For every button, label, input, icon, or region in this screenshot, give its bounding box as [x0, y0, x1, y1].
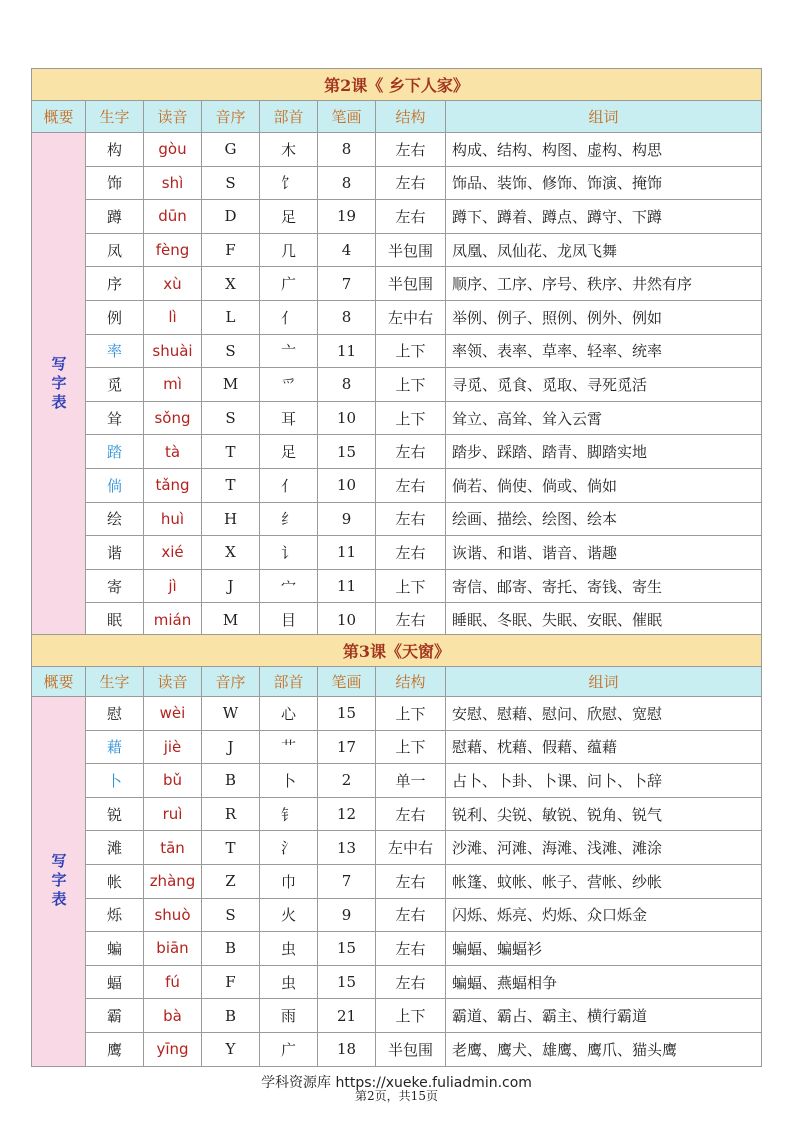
- pinyin-cell: tà: [144, 435, 202, 469]
- radical-cell: 目: [260, 603, 318, 637]
- pinyin-cell: xù: [144, 267, 202, 301]
- table-row: [32, 764, 762, 798]
- pinyin-cell: fú: [144, 965, 202, 999]
- stroke-count-cell: 9: [318, 898, 376, 932]
- stroke-count-cell: 15: [318, 435, 376, 469]
- table-row: [32, 831, 762, 865]
- pinyin-cell: tān: [144, 831, 202, 865]
- stroke-count-cell: 8: [318, 300, 376, 334]
- radical-cell: 耳: [260, 401, 318, 435]
- column-header: 笔画: [318, 101, 376, 133]
- initial-cell: W: [202, 697, 260, 731]
- structure-cell: 上下: [376, 697, 446, 731]
- table-row: [32, 468, 762, 502]
- pinyin-cell: fèng: [144, 233, 202, 267]
- column-header: 音序: [202, 101, 260, 133]
- initial-cell: R: [202, 797, 260, 831]
- structure-cell: 半包围: [376, 267, 446, 301]
- word-group-cell: 慰藉、枕藉、假藉、蕴藉: [446, 730, 762, 764]
- column-header: 笔画: [318, 667, 376, 697]
- word-group-cell: 诙谐、和谐、谐音、谐趣: [446, 536, 762, 570]
- table-row: [32, 133, 762, 167]
- column-header: 读音: [144, 101, 202, 133]
- structure-cell: 上下: [376, 999, 446, 1033]
- character-cell: 卜: [86, 764, 144, 798]
- pinyin-cell: shuài: [144, 334, 202, 368]
- radical-cell: 心: [260, 697, 318, 731]
- radical-cell: 宀: [260, 569, 318, 603]
- structure-cell: 左右: [376, 797, 446, 831]
- character-cell: 凤: [86, 233, 144, 267]
- pinyin-cell: bǔ: [144, 764, 202, 798]
- pinyin-cell: ruì: [144, 797, 202, 831]
- structure-cell: 上下: [376, 730, 446, 764]
- stroke-count-cell: 11: [318, 569, 376, 603]
- stroke-count-cell: 10: [318, 468, 376, 502]
- structure-cell: 左右: [376, 864, 446, 898]
- column-header: 概要: [32, 101, 86, 133]
- table-row: [32, 797, 762, 831]
- pinyin-cell: wèi: [144, 697, 202, 731]
- radical-cell: 钅: [260, 797, 318, 831]
- structure-cell: 上下: [376, 569, 446, 603]
- column-header: 生字: [86, 667, 144, 697]
- column-header: 部首: [260, 101, 318, 133]
- column-header: 生字: [86, 101, 144, 133]
- structure-cell: 左右: [376, 965, 446, 999]
- table-row: [32, 502, 762, 536]
- stroke-count-cell: 19: [318, 200, 376, 234]
- radical-cell: 爫: [260, 368, 318, 402]
- initial-cell: L: [202, 300, 260, 334]
- stroke-count-cell: 8: [318, 368, 376, 402]
- radical-cell: 氵: [260, 831, 318, 865]
- radical-cell: 虫: [260, 965, 318, 999]
- initial-cell: F: [202, 233, 260, 267]
- initial-cell: X: [202, 536, 260, 570]
- pinyin-cell: bà: [144, 999, 202, 1033]
- structure-cell: 上下: [376, 401, 446, 435]
- initial-cell: X: [202, 267, 260, 301]
- word-group-cell: 蹲下、蹲着、蹲点、蹲守、下蹲: [446, 200, 762, 234]
- column-header: 部首: [260, 667, 318, 697]
- word-group-cell: 顺序、工序、序号、秩序、井然有序: [446, 267, 762, 301]
- character-cell: 倘: [86, 468, 144, 502]
- word-group-cell: 倘若、倘使、倘或、倘如: [446, 468, 762, 502]
- structure-cell: 半包围: [376, 1032, 446, 1066]
- word-group-cell: 率领、表率、草率、轻率、统率: [446, 334, 762, 368]
- character-cell: 藉: [86, 730, 144, 764]
- table-row: [32, 368, 762, 402]
- word-group-cell: 耸立、高耸、耸入云霄: [446, 401, 762, 435]
- table-row: [32, 233, 762, 267]
- word-group-cell: 锐利、尖锐、敏锐、锐角、锐气: [446, 797, 762, 831]
- initial-cell: Y: [202, 1032, 260, 1066]
- radical-cell: 亻: [260, 300, 318, 334]
- stroke-count-cell: 15: [318, 697, 376, 731]
- lesson2-title: 第2课《 乡下人家》: [32, 69, 762, 101]
- word-group-cell: 老鹰、鹰犬、雄鹰、鹰爪、猫头鹰: [446, 1032, 762, 1066]
- word-group-cell: 凤凰、凤仙花、龙凤飞舞: [446, 233, 762, 267]
- table-row: [32, 300, 762, 334]
- word-group-cell: 帐篷、蚊帐、帐子、营帐、纱帐: [446, 864, 762, 898]
- structure-cell: 上下: [376, 334, 446, 368]
- initial-cell: T: [202, 468, 260, 502]
- word-group-cell: 蝙蝠、燕蝠相争: [446, 965, 762, 999]
- structure-cell: 左右: [376, 536, 446, 570]
- stroke-count-cell: 8: [318, 133, 376, 167]
- pinyin-cell: biān: [144, 932, 202, 966]
- structure-cell: 上下: [376, 368, 446, 402]
- structure-cell: 左中右: [376, 300, 446, 334]
- radical-cell: 足: [260, 200, 318, 234]
- structure-cell: 左右: [376, 932, 446, 966]
- character-cell: 序: [86, 267, 144, 301]
- table-row: [32, 569, 762, 603]
- initial-cell: B: [202, 999, 260, 1033]
- side-label: 写字表: [32, 133, 86, 637]
- character-cell: 饰: [86, 166, 144, 200]
- radical-cell: 艹: [260, 730, 318, 764]
- footer-watermark: 学科资源库 https://xueke.fuliadmin.com: [261, 1075, 532, 1091]
- character-cell: 例: [86, 300, 144, 334]
- radical-cell: 雨: [260, 999, 318, 1033]
- word-group-cell: 沙滩、河滩、海滩、浅滩、滩涂: [446, 831, 762, 865]
- structure-cell: 左右: [376, 603, 446, 637]
- initial-cell: S: [202, 898, 260, 932]
- character-cell: 构: [86, 133, 144, 167]
- column-header: 结构: [376, 667, 446, 697]
- initial-cell: F: [202, 965, 260, 999]
- side-label: 写字表: [32, 697, 86, 1067]
- column-header: 音序: [202, 667, 260, 697]
- column-header: 读音: [144, 667, 202, 697]
- character-cell: 帐: [86, 864, 144, 898]
- character-cell: 寄: [86, 569, 144, 603]
- pinyin-cell: gòu: [144, 133, 202, 167]
- character-cell: 鹰: [86, 1032, 144, 1066]
- table-row: [32, 697, 762, 731]
- initial-cell: T: [202, 435, 260, 469]
- structure-cell: 左右: [376, 133, 446, 167]
- table-row: [32, 603, 762, 637]
- radical-cell: 巾: [260, 864, 318, 898]
- pinyin-cell: dūn: [144, 200, 202, 234]
- pinyin-cell: mì: [144, 368, 202, 402]
- stroke-count-cell: 21: [318, 999, 376, 1033]
- initial-cell: J: [202, 730, 260, 764]
- pinyin-cell: shì: [144, 166, 202, 200]
- lesson3-table: [31, 634, 762, 1067]
- initial-cell: M: [202, 603, 260, 637]
- initial-cell: S: [202, 166, 260, 200]
- word-group-cell: 霸道、霸占、霸主、横行霸道: [446, 999, 762, 1033]
- character-cell: 率: [86, 334, 144, 368]
- radical-cell: 虫: [260, 932, 318, 966]
- word-group-cell: 占卜、卜卦、卜课、问卜、卜辞: [446, 764, 762, 798]
- table-row: [32, 965, 762, 999]
- stroke-count-cell: 17: [318, 730, 376, 764]
- word-group-cell: 踏步、踩踏、踏青、脚踏实地: [446, 435, 762, 469]
- table-row: [32, 401, 762, 435]
- stroke-count-cell: 8: [318, 166, 376, 200]
- stroke-count-cell: 9: [318, 502, 376, 536]
- word-group-cell: 寻觅、觅食、觅取、寻死觅活: [446, 368, 762, 402]
- stroke-count-cell: 10: [318, 401, 376, 435]
- table-row: [32, 999, 762, 1033]
- initial-cell: G: [202, 133, 260, 167]
- structure-cell: 单一: [376, 764, 446, 798]
- radical-cell: 卜: [260, 764, 318, 798]
- character-cell: 绘: [86, 502, 144, 536]
- character-cell: 霸: [86, 999, 144, 1033]
- pinyin-cell: jì: [144, 569, 202, 603]
- column-header: 组词: [446, 101, 762, 133]
- initial-cell: H: [202, 502, 260, 536]
- table-row: [32, 435, 762, 469]
- pinyin-cell: tǎng: [144, 468, 202, 502]
- page-number: 第2页，共15页: [355, 1089, 438, 1103]
- column-header: 结构: [376, 101, 446, 133]
- structure-cell: 半包围: [376, 233, 446, 267]
- initial-cell: S: [202, 401, 260, 435]
- stroke-count-cell: 7: [318, 864, 376, 898]
- radical-cell: 火: [260, 898, 318, 932]
- pinyin-cell: sǒng: [144, 401, 202, 435]
- lesson3-title: 第3课《天窗》: [32, 635, 762, 667]
- word-group-cell: 睡眠、冬眠、失眠、安眠、催眠: [446, 603, 762, 637]
- pinyin-cell: lì: [144, 300, 202, 334]
- stroke-count-cell: 7: [318, 267, 376, 301]
- structure-cell: 左右: [376, 502, 446, 536]
- table-row: [32, 267, 762, 301]
- stroke-count-cell: 2: [318, 764, 376, 798]
- radical-cell: 几: [260, 233, 318, 267]
- initial-cell: B: [202, 932, 260, 966]
- character-cell: 滩: [86, 831, 144, 865]
- character-cell: 锐: [86, 797, 144, 831]
- character-cell: 慰: [86, 697, 144, 731]
- radical-cell: 木: [260, 133, 318, 167]
- pinyin-cell: shuò: [144, 898, 202, 932]
- initial-cell: M: [202, 368, 260, 402]
- radical-cell: 广: [260, 267, 318, 301]
- pinyin-cell: huì: [144, 502, 202, 536]
- radical-cell: 饣: [260, 166, 318, 200]
- structure-cell: 左中右: [376, 831, 446, 865]
- lesson2-table: [31, 68, 762, 637]
- character-cell: 觅: [86, 368, 144, 402]
- pinyin-cell: jiè: [144, 730, 202, 764]
- radical-cell: 亠: [260, 334, 318, 368]
- stroke-count-cell: 10: [318, 603, 376, 637]
- word-group-cell: 寄信、邮寄、寄托、寄钱、寄生: [446, 569, 762, 603]
- radical-cell: 纟: [260, 502, 318, 536]
- column-header: 概要: [32, 667, 86, 697]
- initial-cell: B: [202, 764, 260, 798]
- table-row: [32, 200, 762, 234]
- structure-cell: 左右: [376, 435, 446, 469]
- table-row: [32, 932, 762, 966]
- word-group-cell: 闪烁、烁亮、灼烁、众口烁金: [446, 898, 762, 932]
- column-header: 组词: [446, 667, 762, 697]
- character-cell: 谐: [86, 536, 144, 570]
- initial-cell: S: [202, 334, 260, 368]
- pinyin-cell: mián: [144, 603, 202, 637]
- initial-cell: Z: [202, 864, 260, 898]
- radical-cell: 广: [260, 1032, 318, 1066]
- word-group-cell: 饰品、装饰、修饰、饰演、掩饰: [446, 166, 762, 200]
- word-group-cell: 构成、结构、构图、虚构、构思: [446, 133, 762, 167]
- initial-cell: J: [202, 569, 260, 603]
- structure-cell: 左右: [376, 166, 446, 200]
- table-row: [32, 334, 762, 368]
- stroke-count-cell: 11: [318, 536, 376, 570]
- word-group-cell: 蝙蝠、蝙蝠衫: [446, 932, 762, 966]
- table-row: [32, 898, 762, 932]
- character-cell: 蹲: [86, 200, 144, 234]
- structure-cell: 左右: [376, 898, 446, 932]
- table-row: [32, 536, 762, 570]
- word-group-cell: 安慰、慰藉、慰问、欣慰、宽慰: [446, 697, 762, 731]
- table-row: [32, 166, 762, 200]
- character-cell: 耸: [86, 401, 144, 435]
- character-cell: 蝠: [86, 965, 144, 999]
- table-row: [32, 730, 762, 764]
- character-cell: 烁: [86, 898, 144, 932]
- character-cell: 踏: [86, 435, 144, 469]
- table-row: [32, 1032, 762, 1066]
- structure-cell: 左右: [376, 468, 446, 502]
- pinyin-cell: xié: [144, 536, 202, 570]
- stroke-count-cell: 4: [318, 233, 376, 267]
- stroke-count-cell: 15: [318, 965, 376, 999]
- pinyin-cell: yīng: [144, 1032, 202, 1066]
- character-cell: 眠: [86, 603, 144, 637]
- stroke-count-cell: 13: [318, 831, 376, 865]
- radical-cell: 亻: [260, 468, 318, 502]
- word-group-cell: 绘画、描绘、绘图、绘本: [446, 502, 762, 536]
- radical-cell: 讠: [260, 536, 318, 570]
- word-group-cell: 举例、例子、照例、例外、例如: [446, 300, 762, 334]
- stroke-count-cell: 12: [318, 797, 376, 831]
- character-cell: 蝙: [86, 932, 144, 966]
- pinyin-cell: zhàng: [144, 864, 202, 898]
- table-row: [32, 864, 762, 898]
- stroke-count-cell: 15: [318, 932, 376, 966]
- stroke-count-cell: 18: [318, 1032, 376, 1066]
- stroke-count-cell: 11: [318, 334, 376, 368]
- radical-cell: 足: [260, 435, 318, 469]
- structure-cell: 左右: [376, 200, 446, 234]
- initial-cell: D: [202, 200, 260, 234]
- initial-cell: T: [202, 831, 260, 865]
